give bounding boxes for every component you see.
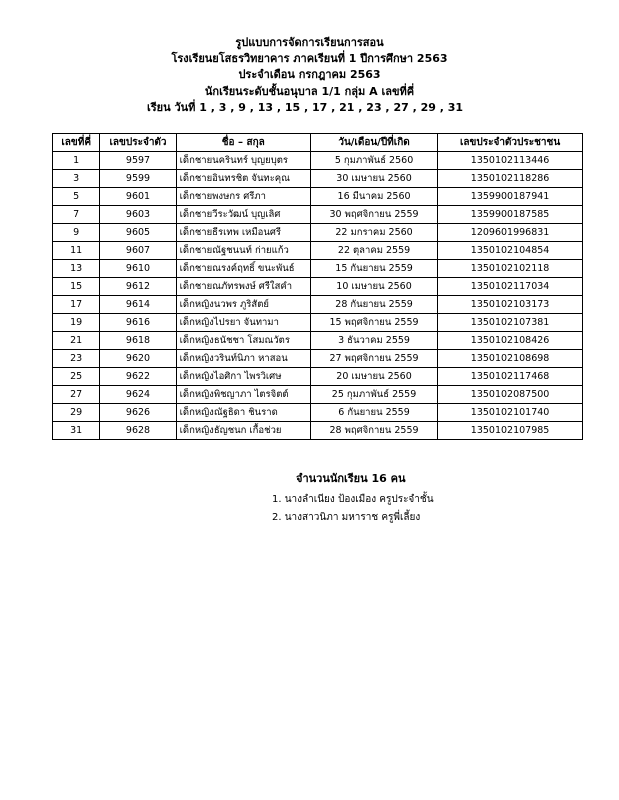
table-row [53, 368, 583, 386]
cell-birthdate: 28 พฤศจิกายน 2559 [310, 422, 437, 440]
table-row [53, 296, 583, 314]
cell-number: 31 [53, 422, 100, 440]
cell-birthdate: 20 เมษายน 2560 [310, 368, 437, 386]
cell-student-id: 9597 [100, 152, 176, 170]
cell-citizen-id: 1350102118286 [438, 170, 583, 188]
table-row [53, 386, 583, 404]
cell-number: 7 [53, 206, 100, 224]
cell-number: 3 [53, 170, 100, 188]
cell-birthdate: 15 พฤศจิกายน 2559 [310, 314, 437, 332]
document-title: รูปแบบการจัดการเรียนการสอน [235, 36, 384, 49]
student-roster-table [52, 133, 583, 440]
cell-number: 1 [53, 152, 100, 170]
cell-birthdate: 6 กันยายน 2559 [310, 404, 437, 422]
cell-student-id: 9605 [100, 224, 176, 242]
cell-birthdate: 30 พฤศจิกายน 2559 [310, 206, 437, 224]
cell-student-id: 9601 [100, 188, 176, 206]
column-header-number: เลขที่คี่ [53, 134, 100, 152]
cell-name: เด็กชายอินทรชิต จันทะคุณ [176, 170, 310, 188]
cell-name: เด็กชายณภัทรพงษ์ ศรีใสคำ [176, 278, 310, 296]
cell-name: เด็กชายพงษกร ศรีภา [176, 188, 310, 206]
cell-student-id: 9622 [100, 368, 176, 386]
cell-birthdate: 5 กุมภาพันธ์ 2560 [310, 152, 437, 170]
table-row [53, 314, 583, 332]
cell-citizen-id: 1350102087500 [438, 386, 583, 404]
column-header-student-id: เลขประจำตัว [100, 134, 176, 152]
cell-birthdate: 30 เมษายน 2560 [310, 170, 437, 188]
cell-number: 13 [53, 260, 100, 278]
cell-number: 21 [53, 332, 100, 350]
cell-name: เด็กชายณรงค์ฤทธิ์ ขนะพันธ์ [176, 260, 310, 278]
cell-student-id: 9603 [100, 206, 176, 224]
cell-name: เด็กหญิงไอศิกา ไพรวิเศษ [176, 368, 310, 386]
cell-citizen-id: 1350102108426 [438, 332, 583, 350]
cell-citizen-id: 1209601996831 [438, 224, 583, 242]
table-row [53, 170, 583, 188]
table-row [53, 404, 583, 422]
cell-name: เด็กชายณัฐชนนท์ ก่ายแก้ว [176, 242, 310, 260]
cell-number: 17 [53, 296, 100, 314]
cell-number: 19 [53, 314, 100, 332]
cell-number: 23 [53, 350, 100, 368]
assistant-teacher: 2. นางสาวนิภา มหาราช ครูพี่เลี้ยง [272, 512, 421, 523]
cell-citizen-id: 1359900187585 [438, 206, 583, 224]
table-row [53, 260, 583, 278]
cell-number: 27 [53, 386, 100, 404]
cell-birthdate: 28 กันยายน 2559 [310, 296, 437, 314]
class-group-line: นักเรียนระดับชั้นอนุบาล 1/1 กลุ่ม A เลขที่คี่ [204, 85, 415, 98]
cell-name: เด็กหญิงนวพร ภูริสัตย์ [176, 296, 310, 314]
table-header-row [53, 134, 583, 152]
cell-name: เด็กหญิงธนัชชา โสมณวัตร [176, 332, 310, 350]
cell-student-id: 9620 [100, 350, 176, 368]
cell-birthdate: 27 พฤศจิกายน 2559 [310, 350, 437, 368]
cell-number: 11 [53, 242, 100, 260]
cell-birthdate: 25 กุมภาพันธ์ 2559 [310, 386, 437, 404]
cell-student-id: 9610 [100, 260, 176, 278]
cell-citizen-id: 1350102107381 [438, 314, 583, 332]
table-row [53, 206, 583, 224]
cell-student-id: 9626 [100, 404, 176, 422]
cell-citizen-id: 1350102108698 [438, 350, 583, 368]
column-header-citizen-id: เลขประจำตัวประชาชน [438, 134, 583, 152]
table-row [53, 422, 583, 440]
cell-name: เด็กหญิงพิชญาภา ไตรจิตต์ [176, 386, 310, 404]
cell-number: 29 [53, 404, 100, 422]
student-count: จำนวนนักเรียน 16 คน [296, 472, 406, 485]
cell-name: เด็กหญิงไปรยา จันทามา [176, 314, 310, 332]
column-header-name: ชื่อ – สกุล [176, 134, 310, 152]
cell-citizen-id: 1350102113446 [438, 152, 583, 170]
cell-citizen-id: 1359900187941 [438, 188, 583, 206]
column-header-birthdate: วัน/เดือน/ปีที่เกิด [310, 134, 437, 152]
cell-citizen-id: 1350102102118 [438, 260, 583, 278]
cell-student-id: 9616 [100, 314, 176, 332]
cell-student-id: 9612 [100, 278, 176, 296]
cell-number: 25 [53, 368, 100, 386]
cell-citizen-id: 1350102117034 [438, 278, 583, 296]
cell-name: เด็กชายวีระวัฒน์ บุญเลิศ [176, 206, 310, 224]
school-term-line: โรงเรียนยโสธรวิทยาคาร ภาคเรียนที่ 1 ปีการศึกษา 2563 [171, 52, 448, 65]
cell-birthdate: 22 ตุลาคม 2559 [310, 242, 437, 260]
cell-student-id: 9599 [100, 170, 176, 188]
table-row [53, 224, 583, 242]
cell-student-id: 9607 [100, 242, 176, 260]
cell-citizen-id: 1350102104854 [438, 242, 583, 260]
cell-number: 15 [53, 278, 100, 296]
table-row [53, 242, 583, 260]
cell-name: เด็กหญิงวรินท์นิภา หาสอน [176, 350, 310, 368]
cell-name: เด็กหญิงณัฐธิดา ชินราด [176, 404, 310, 422]
study-days-line: เรียน วันที่ 1 , 3 , 9 , 13 , 15 , 17 , 21 , 23 , 27 , 29 , 31 [147, 101, 464, 114]
table-row [53, 332, 583, 350]
cell-birthdate: 16 มีนาคม 2560 [310, 188, 437, 206]
cell-student-id: 9624 [100, 386, 176, 404]
cell-name: เด็กชายธีรเทพ เหมือนศรี [176, 224, 310, 242]
cell-student-id: 9628 [100, 422, 176, 440]
cell-birthdate: 15 กันยายน 2559 [310, 260, 437, 278]
month-line: ประจำเดือน กรกฎาคม 2563 [238, 68, 381, 81]
cell-number: 5 [53, 188, 100, 206]
cell-name: เด็กชายนครินทร์ บุญยบุตร [176, 152, 310, 170]
table-row [53, 350, 583, 368]
cell-citizen-id: 1350102107985 [438, 422, 583, 440]
table-row [53, 188, 583, 206]
cell-citizen-id: 1350102117468 [438, 368, 583, 386]
table-row [53, 278, 583, 296]
cell-birthdate: 3 ธันวาคม 2559 [310, 332, 437, 350]
cell-birthdate: 22 มกราคม 2560 [310, 224, 437, 242]
cell-birthdate: 10 เมษายน 2560 [310, 278, 437, 296]
cell-student-id: 9614 [100, 296, 176, 314]
homeroom-teacher: 1. นางลำเนียง ป้องเมือง ครูประจำชั้น [272, 494, 434, 505]
cell-name: เด็กหญิงธัญชนก เกื้อช่วย [176, 422, 310, 440]
cell-citizen-id: 1350102101740 [438, 404, 583, 422]
table-row [53, 152, 583, 170]
cell-citizen-id: 1350102103173 [438, 296, 583, 314]
cell-student-id: 9618 [100, 332, 176, 350]
cell-number: 9 [53, 224, 100, 242]
